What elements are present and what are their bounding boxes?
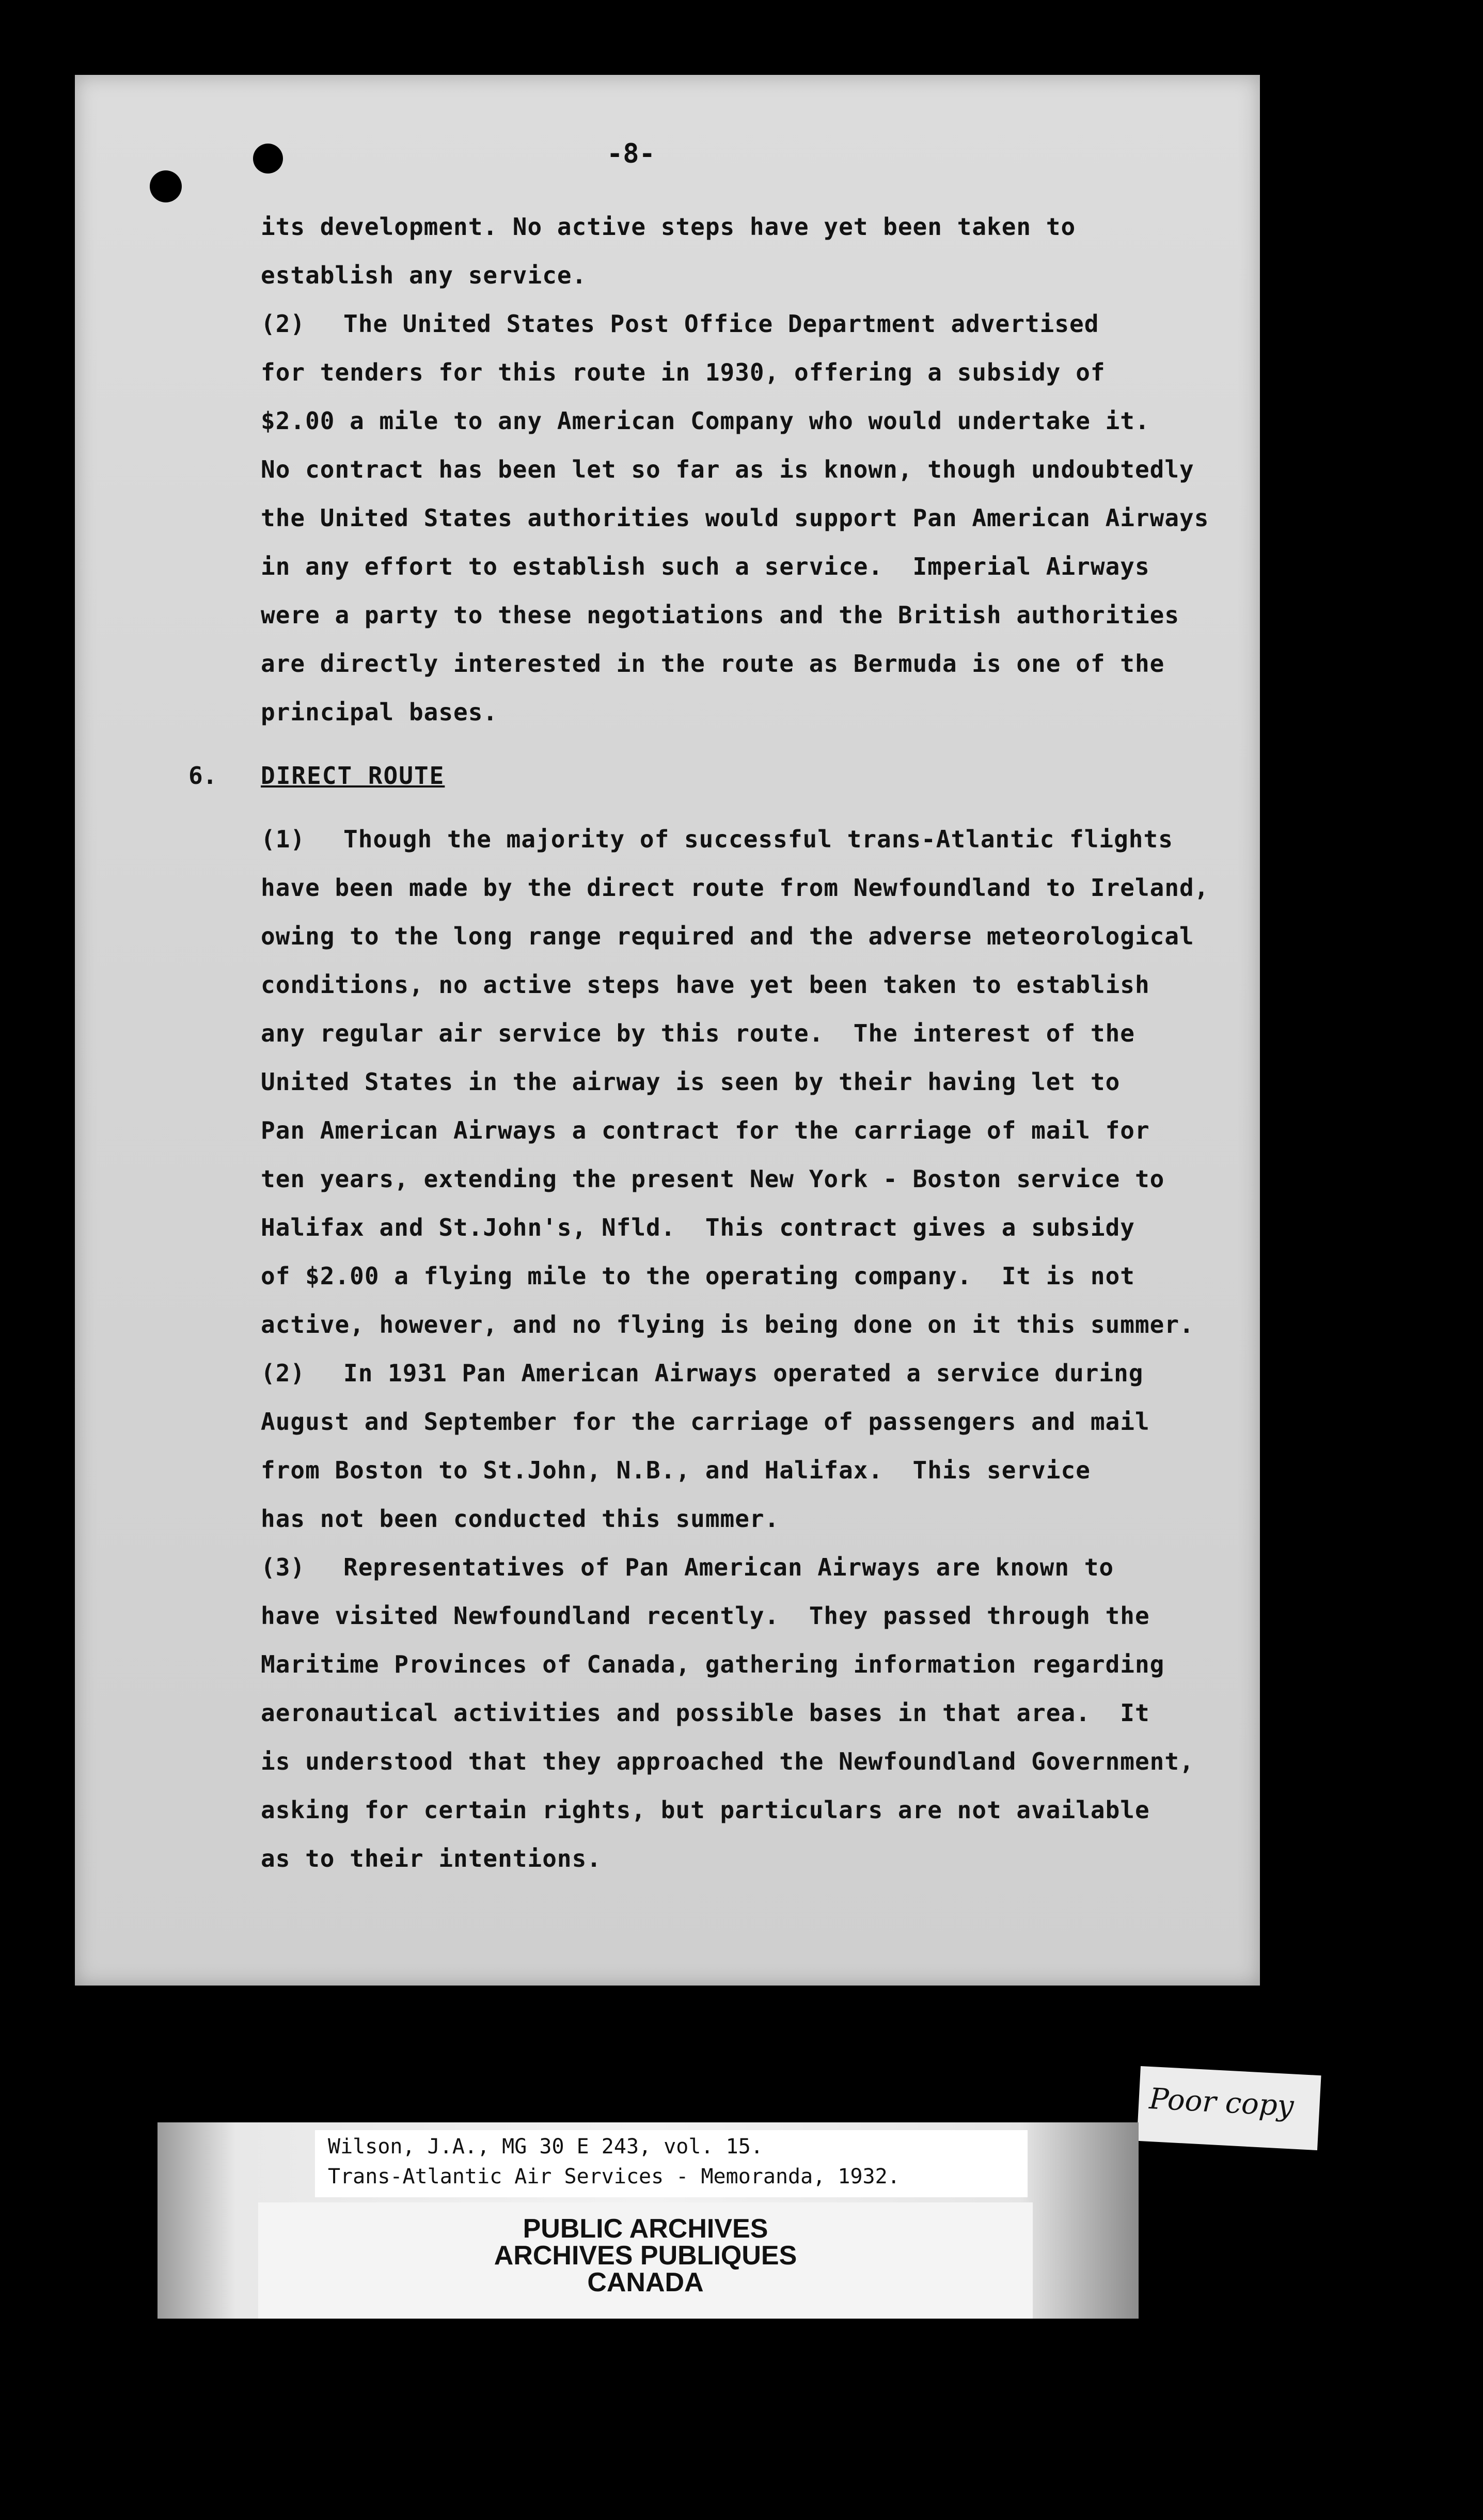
paragraph-continued [261, 202, 1237, 300]
paragraph [261, 815, 1237, 1349]
archives-line-1: PUBLIC ARCHIVES [523, 2214, 768, 2244]
poor-copy-note [1137, 2066, 1321, 2150]
paragraph [261, 1543, 1237, 1883]
paragraph [261, 300, 1237, 736]
poor-copy-text: Poor copy [1148, 2082, 1295, 2123]
archives-line-2: ARCHIVES PUBLIQUES [494, 2241, 797, 2271]
paragraph-number: (2) [261, 1359, 306, 1387]
archives-line-3: CANADA [587, 2267, 704, 2297]
citation-line-2: Trans-Atlantic Air Services - Memoranda, 1932. [328, 2165, 900, 2188]
paragraph-number: (1) [261, 825, 306, 853]
punch-hole-upper [253, 144, 283, 174]
section-heading: DIRECT ROUTE [261, 762, 445, 790]
paragraph-text: Though the majority of successful trans-Atlantic flights have been made by the direct route from Newfoundland to Ireland, owing to the long range required and the adverse meteorological conditions, no active steps have yet been taken to establish any regular air service by this route. The interest of the United States in the airway is seen by their having let to Pan American Airways a contract for the carriage of mail for ten years, extending the present New York - Boston service to Halifax and St.John's, Nfld. This contract gives a subsidy of $2.00 a flying mile to the operating company. It is not active, however, and no flying is being done on it this summer. [261, 825, 1209, 1338]
paragraph-text: In 1931 Pan American Airways operated a service during August and September for the carriage of passengers and mail from Boston to St.John, N.B., and Halifax. This service has not been conducted this summer. [261, 1359, 1150, 1533]
citation-line-1: Wilson, J.A., MG 30 E 243, vol. 15. [328, 2135, 763, 2159]
paragraph-text: Representatives of Pan American Airways are known to have visited Newfoundland recently. They passed through the Maritime Provinces of Canada, gathering information regarding aeronautical activities and possible bases in that area. It is understood that they approached the Newfoundland Government, asking for certain rights, but particulars are not available as to their intentions. [261, 1553, 1194, 1872]
page-number: -8- [607, 138, 655, 169]
paragraph-number: (3) [261, 1553, 306, 1581]
paragraph-text: The United States Post Office Department advertised for tenders for this route in 1930, offering a subsidy of $2.00 a mile to any American Company who would undertake it. No contract has been let so far as is known, though undoubtedly the United States authorities would support Pan American Airways in any effort to establish such a service. Imperial Airways were a party to these negotiations and the British authorities are directly interested in the route as Bermuda is one of the principal bases. [261, 310, 1209, 726]
archives-stamp [465, 2215, 826, 2296]
citation-text [328, 2132, 900, 2192]
paragraph [261, 1349, 1237, 1543]
body-text-top [261, 202, 1237, 736]
body-text-bottom [261, 815, 1237, 1883]
paragraph-text: its development. No active steps have yet been taken to establish any service. [261, 213, 1076, 289]
paragraph-number: (2) [261, 310, 306, 338]
section-number: 6. [188, 762, 217, 790]
punch-hole-left [150, 170, 182, 202]
